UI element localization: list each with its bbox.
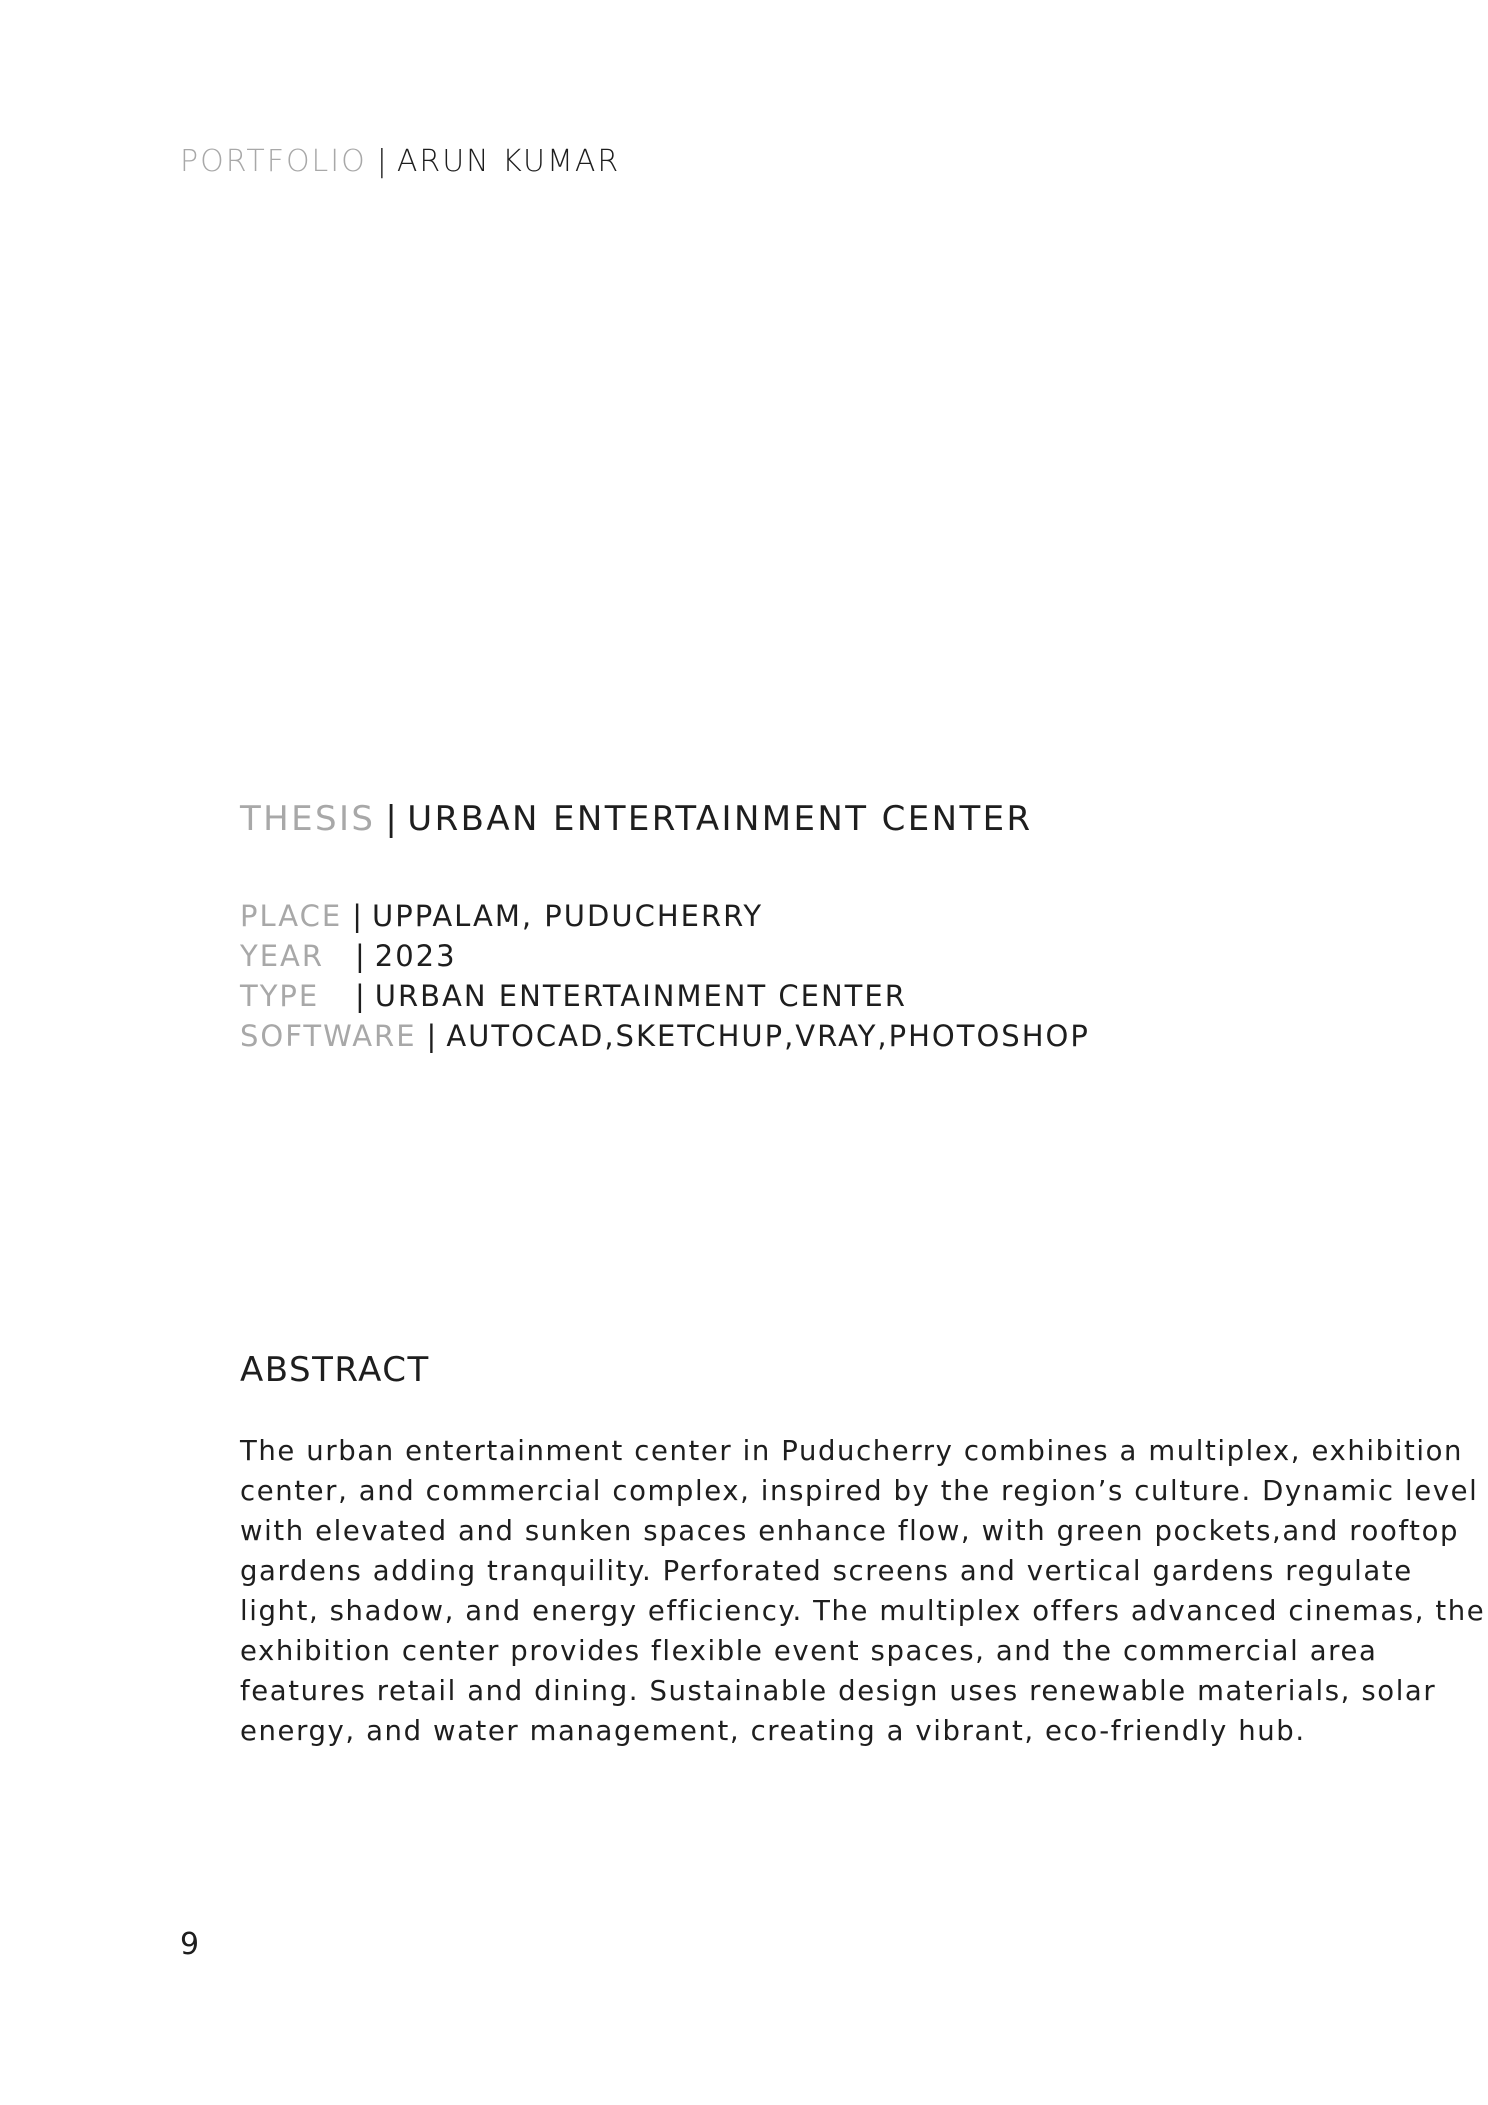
meta-value: 2023 <box>374 939 457 973</box>
project-title <box>240 799 1033 839</box>
meta-value: UPPALAM, PUDUCHERRY <box>372 899 764 933</box>
meta-row-software <box>240 1016 1090 1056</box>
page-header <box>180 144 620 179</box>
header-separator: | <box>376 144 389 179</box>
meta-separator: | <box>426 1019 439 1053</box>
abstract-body <box>240 1431 1486 1751</box>
page-number: 9 <box>180 1927 200 1962</box>
abstract-heading: ABSTRACT <box>240 1350 430 1390</box>
meta-row-year <box>240 936 1090 976</box>
header-section-label: PORTFOLIO <box>180 144 367 179</box>
project-title-text: URBAN ENTERTAINMENT CENTER <box>407 799 1033 839</box>
meta-separator: | <box>352 899 364 933</box>
abstract-line: center, and commercial complex, inspired by the region’s culture. Dynamic level <box>240 1475 1479 1507</box>
meta-value: AUTOCAD,SKETCHUP,VRAY,PHOTOSHOP <box>446 1019 1090 1053</box>
abstract-line: light, shadow, and energy efficiency. The multiplex offers advanced cinemas, the <box>240 1595 1486 1627</box>
abstract-line: features retail and dining. Sustainable design uses renewable materials, solar <box>240 1675 1437 1707</box>
abstract-line: gardens adding tranquility. Perforated screens and vertical gardens regulate <box>240 1555 1413 1587</box>
project-meta <box>240 896 1090 1056</box>
header-author-name: ARUN KUMAR <box>396 144 621 179</box>
meta-key: PLACE <box>240 899 343 933</box>
abstract-line: with elevated and sunken spaces enhance flow, with green pockets,and rooftop <box>240 1515 1460 1547</box>
meta-separator: | <box>355 939 367 973</box>
meta-value: URBAN ENTERTAINMENT CENTER <box>374 979 907 1013</box>
meta-key: YEAR <box>240 939 325 973</box>
abstract-line: exhibition center provides flexible event spaces, and the commercial area <box>240 1635 1378 1667</box>
project-separator: | <box>385 799 400 839</box>
abstract-line: The urban entertainment center in Puducherry combines a multiplex, exhibition <box>240 1435 1464 1467</box>
meta-row-type <box>240 976 1090 1016</box>
abstract-line: energy, and water management, creating a vibrant, eco-friendly hub. <box>240 1715 1306 1747</box>
meta-key: SOFTWARE <box>240 1019 417 1053</box>
meta-key: TYPE <box>240 979 320 1013</box>
project-label: THESIS <box>240 799 376 839</box>
meta-row-place <box>240 896 1090 936</box>
meta-separator: | <box>355 979 367 1013</box>
